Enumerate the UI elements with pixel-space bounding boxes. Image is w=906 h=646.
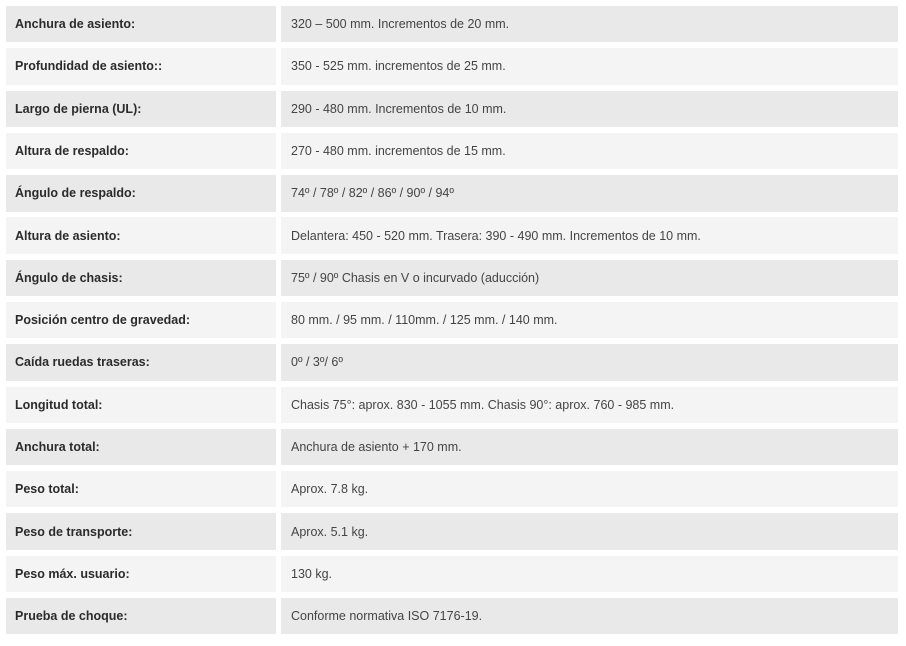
spec-value: 270 - 480 mm. incrementos de 15 mm. bbox=[281, 133, 898, 169]
spec-label: Longitud total: bbox=[6, 387, 276, 423]
spec-value: Delantera: 450 - 520 mm. Trasera: 390 - 490 mm. Incrementos de 10 mm. bbox=[281, 217, 898, 253]
spec-row-rear-wheel-camber bbox=[6, 344, 898, 380]
spec-value: Aprox. 7.8 kg. bbox=[281, 471, 898, 507]
spec-row-leg-length bbox=[6, 91, 898, 127]
spec-row-frame-angle bbox=[6, 260, 898, 296]
spec-label: Profundidad de asiento:: bbox=[6, 48, 276, 84]
spec-row-max-user-weight bbox=[6, 556, 898, 592]
spec-label: Peso de transporte: bbox=[6, 513, 276, 549]
spec-row-seat-depth bbox=[6, 48, 898, 84]
spec-label: Anchura de asiento: bbox=[6, 6, 276, 42]
spec-value: 0º / 3º/ 6º bbox=[281, 344, 898, 380]
spec-row-backrest-angle bbox=[6, 175, 898, 211]
spec-value: 80 mm. / 95 mm. / 110mm. / 125 mm. / 140 mm. bbox=[281, 302, 898, 338]
spec-label: Peso total: bbox=[6, 471, 276, 507]
spec-label: Peso máx. usuario: bbox=[6, 556, 276, 592]
spec-value: 74º / 78º / 82º / 86º / 90º / 94º bbox=[281, 175, 898, 211]
spec-label: Anchura total: bbox=[6, 429, 276, 465]
spec-label: Ángulo de chasis: bbox=[6, 260, 276, 296]
spec-label: Caída ruedas traseras: bbox=[6, 344, 276, 380]
spec-label: Largo de pierna (UL): bbox=[6, 91, 276, 127]
spec-label: Ángulo de respaldo: bbox=[6, 175, 276, 211]
spec-value: Chasis 75°: aprox. 830 - 1055 mm. Chasis 90°: aprox. 760 - 985 mm. bbox=[281, 387, 898, 423]
spec-label: Altura de respaldo: bbox=[6, 133, 276, 169]
spec-label: Prueba de choque: bbox=[6, 598, 276, 634]
spec-row-backrest-height bbox=[6, 133, 898, 169]
spec-value: 350 - 525 mm. incrementos de 25 mm. bbox=[281, 48, 898, 84]
spec-row-transport-weight bbox=[6, 513, 898, 549]
spec-row-total-width bbox=[6, 429, 898, 465]
specs-table bbox=[6, 6, 898, 640]
spec-row-seat-width bbox=[6, 6, 898, 42]
spec-value: Aprox. 5.1 kg. bbox=[281, 513, 898, 549]
spec-row-seat-height bbox=[6, 217, 898, 253]
spec-value: Anchura de asiento + 170 mm. bbox=[281, 429, 898, 465]
spec-label: Posición centro de gravedad: bbox=[6, 302, 276, 338]
spec-value: 75º / 90º Chasis en V o incurvado (aducción) bbox=[281, 260, 898, 296]
spec-label: Altura de asiento: bbox=[6, 217, 276, 253]
spec-value: 130 kg. bbox=[281, 556, 898, 592]
spec-row-crash-test bbox=[6, 598, 898, 634]
spec-value: Conforme normativa ISO 7176-19. bbox=[281, 598, 898, 634]
spec-row-total-length bbox=[6, 387, 898, 423]
spec-row-total-weight bbox=[6, 471, 898, 507]
spec-value: 320 – 500 mm. Incrementos de 20 mm. bbox=[281, 6, 898, 42]
spec-row-center-of-gravity bbox=[6, 302, 898, 338]
spec-value: 290 - 480 mm. Incrementos de 10 mm. bbox=[281, 91, 898, 127]
